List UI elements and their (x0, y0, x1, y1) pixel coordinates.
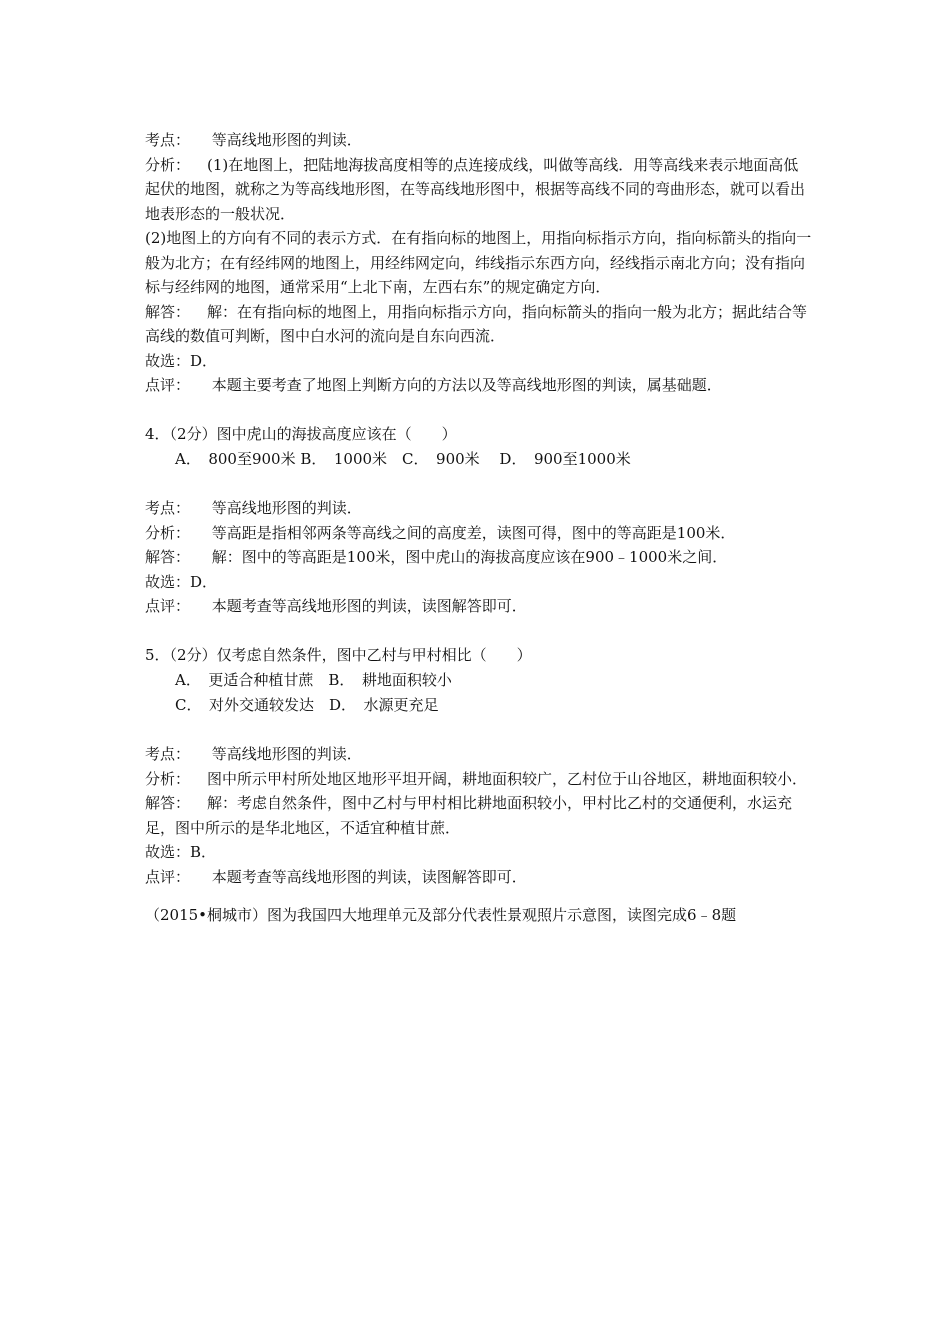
q3-fenxi-paragraph (145, 153, 813, 227)
q5-dianping-line (145, 865, 813, 890)
q3-fenxi-text-1: (1)在地图上，把陆地海拔高度相等的点连接成线，叫做等高线．用等高线来表示地面高低起伏的地图，就称之为等高线地形图，在等高线地形图中，根据等高线不同的弯曲形态，就可以看出地表形态的一般状况． (145, 155, 806, 223)
q5-fenxi-paragraph (145, 767, 813, 792)
q4-jieda-line (145, 545, 813, 570)
q4-dianping-label: 点评： (145, 597, 191, 615)
q5-jieda-label: 解答： (145, 794, 191, 812)
q3-dianping-label: 点评： (145, 376, 191, 394)
q4-question: 4．（2分）图中虎山的海拔高度应该在（ ） (145, 425, 457, 443)
q4-fenxi-line (145, 521, 813, 546)
q3-dianping-text: 本题主要考查了地图上判断方向的方法以及等高线地形图的判读，属基础题． (211, 376, 722, 394)
q4-kaodian-line (145, 496, 813, 521)
q4-fenxi-label: 分析： (145, 523, 191, 542)
q5-fenxi-text: 图中所示甲村所处地区地形平坦开阔，耕地面积较广，乙村位于山谷地区，耕地面积较小． (207, 769, 808, 788)
spacer (145, 889, 813, 903)
q4-jieda-label: 解答： (145, 548, 191, 566)
q4-kaodian-text: 等高线地形图的判读． (211, 499, 362, 517)
q4-jieda-text: 解：图中的等高距是100米，图中虎山的海拔高度应该在900﹣1000米之间． (211, 548, 728, 566)
q4-fenxi-text: 等高距是指相邻两条等高线之间的高度差，读图可得，图中的等高距是100米． (211, 523, 736, 542)
q5-jieda-text: 解：考虑自然条件，图中乙村与甲村相比耕地面积较小，甲村比乙村的交通便利，水运充足，图中所示的是华北地区，不适宜种植甘蔗． (145, 794, 793, 837)
q3-jieda-text: 解：在有指向标的地图上，用指向标指示方向，指向标箭头的指向一般为北方；据此结合等高线的数值可判断，图中白水河的流向是自东向西流． (145, 302, 808, 345)
q3-fenxi-label: 分析： (145, 155, 191, 174)
q3-answer: 故选：D． (145, 351, 218, 370)
spacer (145, 472, 813, 497)
spacer (145, 619, 813, 644)
q5-options-row-2: C． 对外交通较发达 D． 水源更充足 (175, 695, 439, 714)
document-page (145, 128, 813, 928)
q5-jieda-paragraph (145, 791, 813, 840)
q5-question: 5．（2分）仅考虑自然条件，图中乙村与甲村相比（ ） (145, 646, 532, 664)
q5-dianping-label: 点评： (145, 867, 191, 886)
q3-kaodian-line (145, 128, 813, 153)
q5-kaodian-line (145, 742, 813, 767)
q5-kaodian-text: 等高线地形图的判读． (211, 745, 362, 763)
q4-options: A． 800至900米 B． 1000米 C． 900米 D． 900至1000米 (175, 449, 631, 468)
q3-jieda-label: 解答： (145, 302, 191, 321)
spacer (145, 398, 813, 423)
section-intro: （2015•桐城市）图为我国四大地理单元及部分代表性景观照片示意图，读图完成6﹣8题 (145, 906, 737, 924)
q3-fenxi-text-2: (2)地图上的方向有不同的表示方式．在有指向标的地图上，用指向标指示方向，指向标箭头的指向一般为北方；在有经纬网的地图上，用经纬网定向，纬线指示东西方向，经线指示南北方向；没有指向标与经纬网的地图，通常采用“上北下南，左西右东”的规定确定方向． (145, 229, 812, 296)
q5-fenxi-label: 分析： (145, 769, 191, 788)
q3-fenxi-paragraph-2 (145, 226, 813, 300)
q5-answer: 故选：B． (145, 843, 217, 861)
q4-dianping-text: 本题考查等高线地形图的判读，读图解答即可． (211, 597, 527, 615)
q4-dianping-line (145, 594, 813, 619)
q5-kaodian-label: 考点： (145, 745, 191, 763)
q3-dianping-line (145, 373, 813, 398)
q4-answer: 故选：D． (145, 572, 218, 591)
q3-jieda-paragraph (145, 300, 813, 349)
q4-kaodian-label: 考点： (145, 499, 191, 517)
q3-kaodian-label: 考点： (145, 131, 191, 149)
q3-kaodian-text: 等高线地形图的判读． (211, 131, 362, 149)
q5-options-row-1: A． 更适合种植甘蔗 B． 耕地面积较小 (175, 670, 452, 689)
q5-dianping-text: 本题考查等高线地形图的判读，读图解答即可． (211, 867, 527, 886)
spacer (145, 718, 813, 743)
